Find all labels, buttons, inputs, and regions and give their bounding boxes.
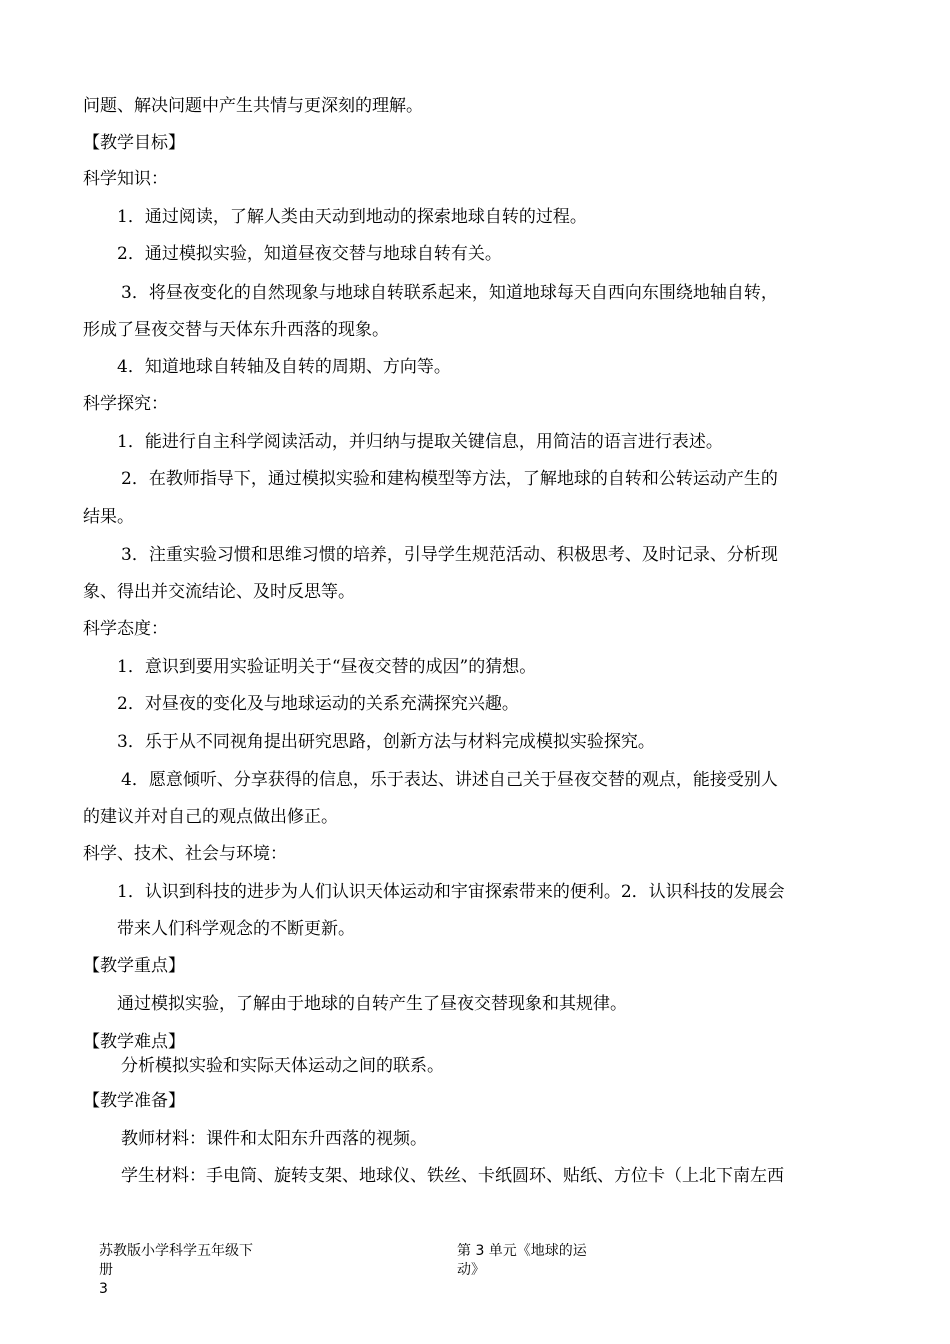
subheading-stse: 科学、技术、社会与环境： [83, 844, 287, 864]
list-item: 3．乐于从不同视角提出研究思路，创新方法与材料完成模拟实验探究。 [117, 732, 655, 752]
list-item-continuation: 带来人们科学观念的不断更新。 [117, 919, 355, 939]
list-item: 3．注重实验习惯和思维习惯的培养，引导学生规范活动、积极思考、及时记录、分析现 [121, 545, 778, 565]
list-item: 1．能进行自主科学阅读活动，并归纳与提取关键信息，用简洁的语言进行表述。 [117, 432, 723, 452]
footer-unit-title-cont: 动》 [457, 1262, 485, 1278]
paragraph: 分析模拟实验和实际天体运动之间的联系。 [121, 1056, 444, 1076]
footer-unit-title: 第 3 单元《地球的运 [457, 1243, 587, 1259]
section-heading-key-points: 【教学重点】 [83, 956, 185, 976]
list-item: 1．认识到科技的进步为人们认识天体运动和宇宙探索带来的便利。2．认识科技的发展会 [117, 882, 785, 902]
list-item-continuation: 结果。 [83, 507, 134, 527]
footer-left [99, 1242, 253, 1299]
section-heading-difficulties: 【教学难点】 [83, 1032, 185, 1052]
text-line: 问题、解决问题中产生共情与更深刻的理解。 [83, 96, 423, 116]
list-item-continuation: 形成了昼夜交替与天体东升西落的现象。 [83, 320, 389, 340]
list-item: 2．通过模拟实验，知道昼夜交替与地球自转有关。 [117, 244, 502, 264]
page-number: 3 [99, 1281, 108, 1297]
paragraph: 通过模拟实验，了解由于地球的自转产生了昼夜交替现象和其规律。 [117, 994, 627, 1014]
list-item: 3．将昼夜变化的自然现象与地球自转联系起来，知道地球每天自西向东围绕地轴自转， [121, 283, 778, 303]
section-heading-objectives: 【教学目标】 [83, 133, 185, 153]
list-item: 2．在教师指导下，通过模拟实验和建构模型等方法，了解地球的自转和公转运动产生的 [121, 469, 778, 489]
list-item: 2．对昼夜的变化及与地球运动的关系充满探究兴趣。 [117, 694, 519, 714]
footer-right [457, 1242, 587, 1280]
subheading-inquiry: 科学探究： [83, 394, 168, 414]
paragraph: 学生材料：手电筒、旋转支架、地球仪、铁丝、卡纸圆环、贴纸、方位卡（上北下南左西 [121, 1166, 784, 1186]
section-heading-preparation: 【教学准备】 [83, 1091, 185, 1111]
footer-book-title: 苏教版小学科学五年级下 [99, 1243, 253, 1259]
list-item-continuation: 的建议并对自己的观点做出修正。 [83, 807, 338, 827]
footer-book-title-cont: 册 [99, 1262, 113, 1278]
list-item-continuation: 象、得出并交流结论、及时反思等。 [83, 582, 355, 602]
list-item: 1．意识到要用实验证明关于“昼夜交替的成因”的猜想。 [117, 657, 537, 677]
list-item: 4．知道地球自转轴及自转的周期、方向等。 [117, 357, 451, 377]
subheading-attitude: 科学态度： [83, 619, 168, 639]
subheading-knowledge: 科学知识： [83, 169, 168, 189]
list-item: 4．愿意倾听、分享获得的信息，乐于表达、讲述自己关于昼夜交替的观点，能接受别人 [121, 770, 778, 790]
list-item: 1．通过阅读，了解人类由天动到地动的探索地球自转的过程。 [117, 207, 587, 227]
paragraph: 教师材料：课件和太阳东升西落的视频。 [121, 1129, 427, 1149]
